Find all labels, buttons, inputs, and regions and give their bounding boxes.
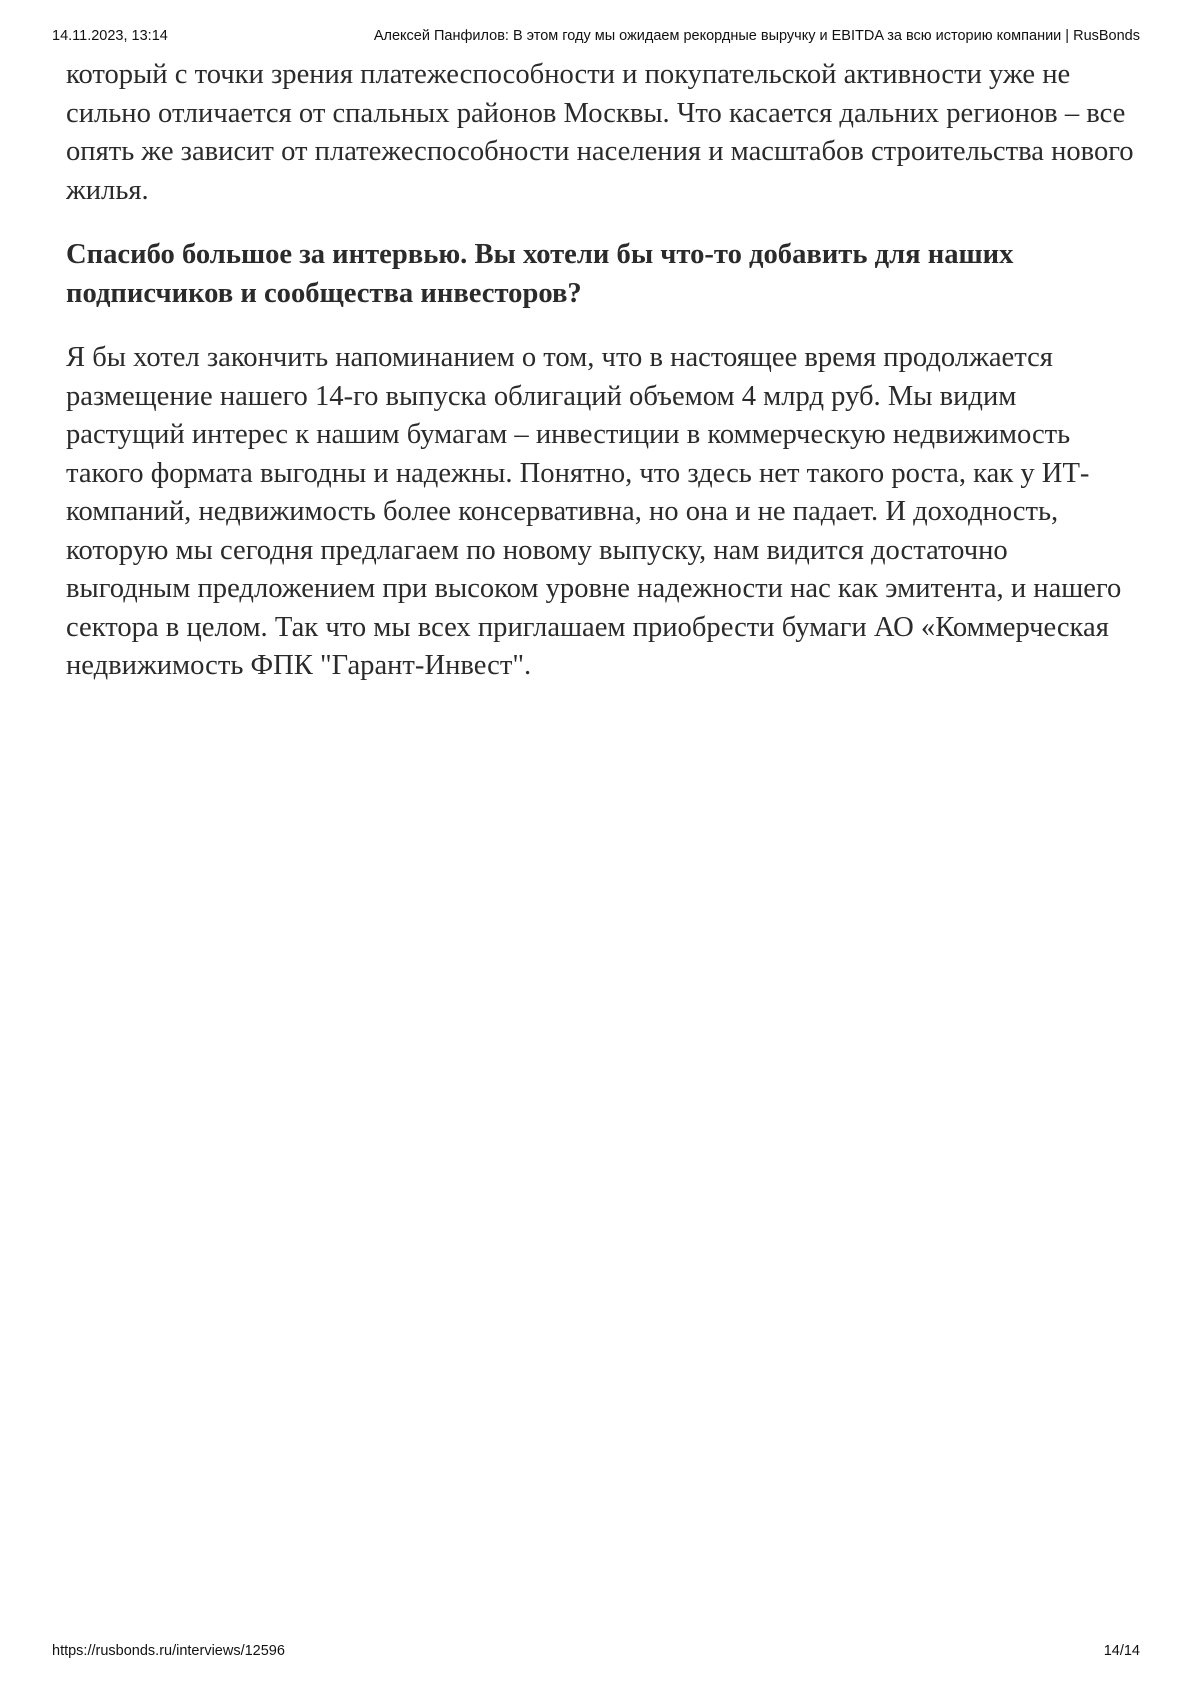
- article-body: [66, 56, 1136, 686]
- page-number: 14/14: [1103, 1643, 1140, 1659]
- interview-question: Спасибо большое за интервью. Вы хотели бы что-то добавить для наших подписчиков и сообщества инвесторов?: [66, 239, 1014, 309]
- print-footer: [52, 1643, 1140, 1663]
- page-url: https://rusbonds.ru/interviews/12596: [52, 1643, 285, 1659]
- print-date: 14.11.2023, 13:14: [52, 28, 168, 44]
- article-paragraph-continued: который с точки зрения платежеспособности и покупательской активности уже не сильно отличается от спальных районов Москвы. Что касается дальних регионов – все опять же зависит от платежеспособности населения и масштабов строительства нового жилья.: [66, 59, 1134, 206]
- interview-answer: Я бы хотел закончить напоминанием о том, что в настоящее время продолжается размещение нашего 14-го выпуска облигаций объемом 4 млрд руб. Мы видим растущий интерес к нашим бумагам – инвестиции в коммерческую недвижимость такого формата выгодны и надежны. Понятно, что здесь нет такого роста, как у ИТ-компаний, недвижимость более консервативна, но она и не падает. И доходность, которую мы сегодня предлагаем по новому выпуску, нам видится достаточно выгодным предложением при высоком уровне надежности нас как эмитента, и нашего сектора в целом. Так что мы всех приглашаем приобрести бумаги АО «Коммерческая недвижимость ФПК "Гарант-Инвест".: [66, 342, 1122, 681]
- document-title: Алексей Панфилов: В этом году мы ожидаем рекордные выручку и EBITDA за всю историю компании | RusBonds: [373, 28, 1140, 44]
- print-header: [52, 28, 1140, 48]
